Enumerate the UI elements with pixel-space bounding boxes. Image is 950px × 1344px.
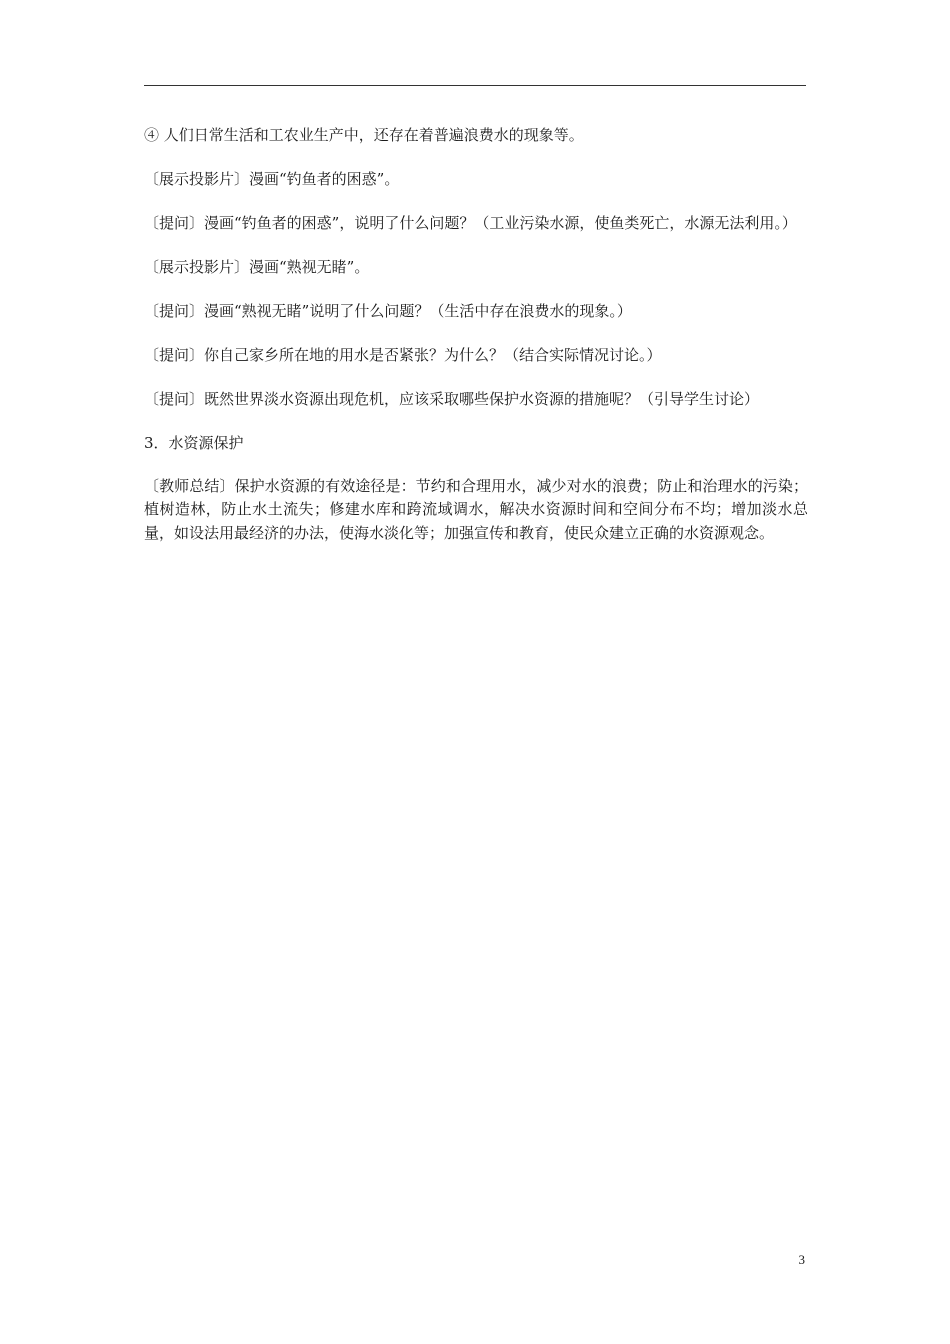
section-heading-water-protection: 3．水资源保护 bbox=[144, 434, 244, 452]
paragraph-show-slide-fisher: 〔展示投影片〕漫画“钓鱼者的困惑”。 bbox=[144, 170, 400, 188]
header-rule bbox=[144, 85, 806, 86]
page-number: 3 bbox=[798, 1252, 805, 1267]
paragraph-question-fisher: 〔提问〕漫画“钓鱼者的困惑”，说明了什么问题？（工业污染水源，使鱼类死亡，水源无法利用。） bbox=[144, 214, 797, 232]
paragraph-question-blind-eye: 〔提问〕漫画“熟视无睹”说明了什么问题？（生活中存在浪费水的现象。） bbox=[144, 302, 632, 320]
paragraph-show-slide-blind-eye: 〔展示投影片〕漫画“熟视无睹”。 bbox=[144, 258, 370, 276]
paragraph-question-measures: 〔提问〕既然世界淡水资源出现危机，应该采取哪些保护水资源的措施呢？（引导学生讨论） bbox=[144, 390, 760, 408]
paragraph-waste-water: ④ 人们日常生活和工农业生产中，还存在着普遍浪费水的现象等。 bbox=[144, 126, 584, 144]
paragraph-question-hometown: 〔提问〕你自己家乡所在地的用水是否紧张？为什么？（结合实际情况讨论。） bbox=[144, 346, 662, 364]
paragraph-teacher-summary: 〔教师总结〕保护水资源的有效途径是：节约和合理用水，减少对水的浪费；防止和治理水的污染；植树造林，防止水土流失；修建水库和跨流域调水，解决水资源时间和空间分布不均；增加淡水总量，如设法用最经济的办法，使海水淡化等；加强宣传和教育，使民众建立正确的水资源观念。 bbox=[144, 476, 808, 542]
document-body bbox=[144, 124, 808, 566]
